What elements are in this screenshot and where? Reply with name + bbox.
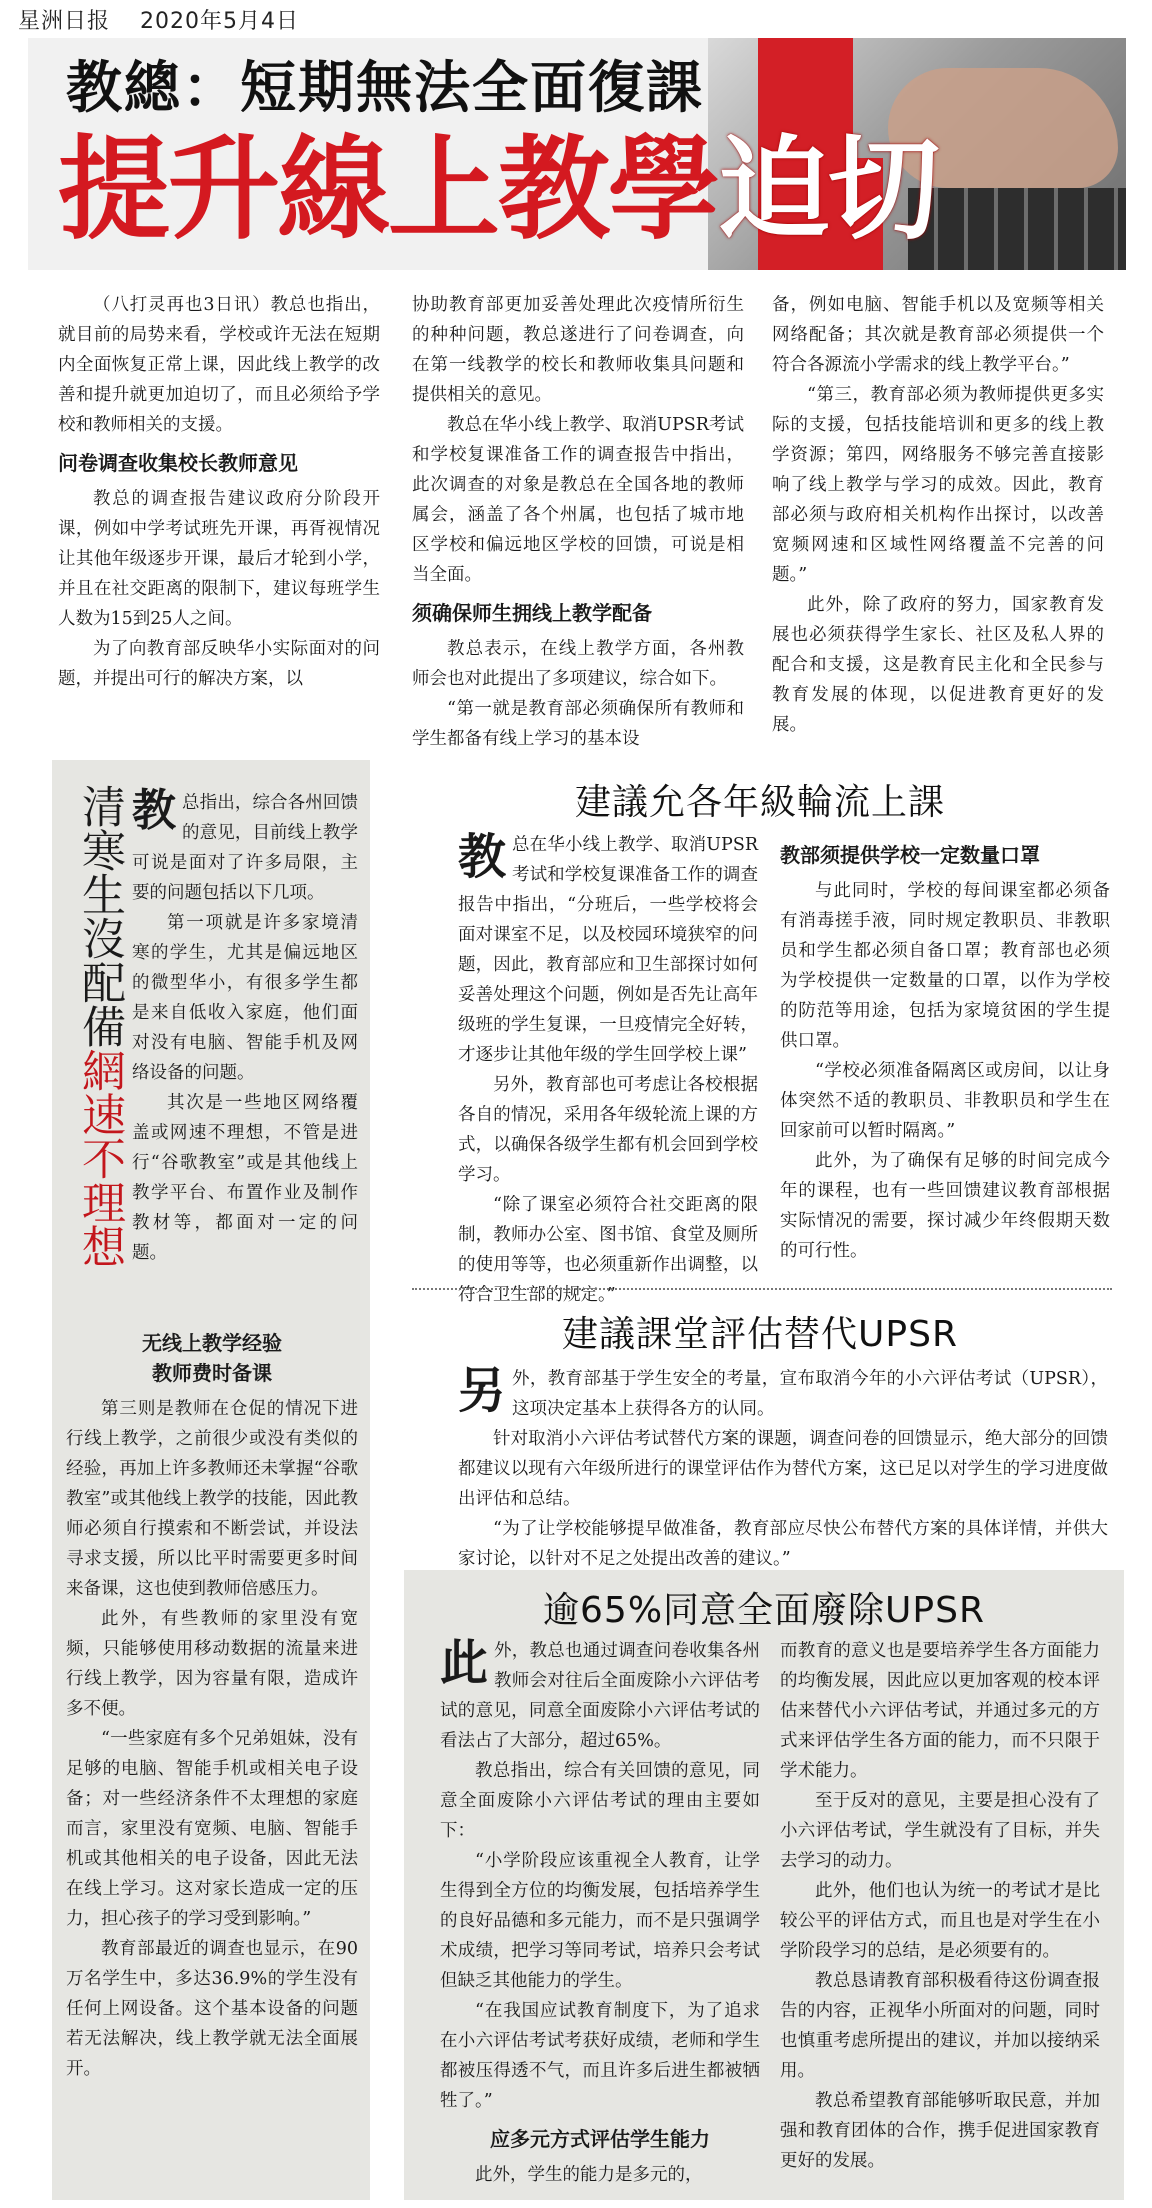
paragraph: 第三则是教师在仓促的情况下进行线上教学，之前很少或没有类似的经验，再加上许多教师还未掌握“谷歌教室”或其他线上教学的技能，因此教师必须自行摸索和不断尝试，并设法寻求支援，所以比平时需要更多时间来备课，这也使到教师倍感压力。 [66, 1399, 358, 1599]
paragraph: 其次是一些地区网络覆盖或网速不理想，不管是进行“谷歌教室”或是其他线上教学平台、布置作业及制作教材等，都面对一定的问题。 [132, 1093, 358, 1263]
paragraph: “为了让学校能够提早做准备，教育部应尽快公布替代方案的具体详情，并供大家讨论，以针对不足之处提出改善的建议。” [458, 1519, 1108, 1569]
paragraph: 备，例如电脑、智能手机以及宽频等相关网络配备；其次就是教育部必须提供一个符合各源流小学需求的线上教学平台。” [772, 295, 1104, 375]
paragraph-text: 外，教育部基于学生安全的考量，宣布取消今年的小六评估考试（UPSR），这项决定基本上获得各方的认同。 [512, 1369, 1108, 1419]
subheading-survey: 问卷调查收集校长教师意见 [58, 451, 298, 475]
paragraph: 第一项就是许多家境清寒的学生，尤其是偏远地区的微型华小，有很多学生都是来自低收入家庭，他们面对没有电脑、智能手机及网络设备的问题。 [132, 913, 358, 1083]
paragraph: 此外，他们也认为统一的考试才是比较公平的评估方式，而且也是对学生在小学阶段学习的总结，是必须要有的。 [780, 1881, 1100, 1961]
publication-date: 2020年5月4日 [140, 9, 299, 34]
section2-text [458, 1364, 1108, 1574]
paragraph: 而教育的意义也是要培养学生各方面能力的均衡发展，因此应以更加客观的校本评估来替代小六评估考试，并通过多元的方式来评估学生各方面的能力，而不只限于学术能力。 [780, 1641, 1100, 1781]
paper-name: 星洲日报 [18, 9, 111, 34]
section-title-upsr-abolish: 逾65%同意全面廢除UPSR [543, 1590, 985, 1631]
paragraph: “在我国应试教育制度下，为了追求在小六评估考试考获好成绩，老师和学生都被压得透不气，而且许多后进生都被牺牲了。” [440, 2001, 760, 2111]
paragraph: 教育部最近的调查也显示，在90万名学生中，多达36.9%的学生没有任何上网设备。这个基本设备的问题若无法解决，线上教学就无法全面展开。 [66, 1939, 358, 2079]
article-column-2 [412, 290, 744, 754]
paragraph [440, 1636, 760, 1756]
keyboard-keys-image [908, 188, 1126, 270]
main-headline [58, 120, 938, 260]
paragraph: 另外，教育部也可考虑让各校根据各自的情况，采用各年级轮流上课的方式，以确保各级学生都有机会回到学校学习。 [458, 1075, 758, 1185]
paragraph: 教总恳请教育部积极看待这份调查报告的内容，正视华小所面对的问题，同时也慎重考虑所提出的建议，并加以接纳采用。 [780, 1971, 1100, 2081]
kicker-headline: 教總：短期無法全面復課 [66, 56, 704, 121]
paragraph: “一些家庭有多个兄弟姐妹，没有足够的电脑、智能手机或相关电子设备；对一些经济条件不太理想的家庭而言，家里没有宽频、电脑、智能手机或其他相关的电子设备，因此无法在线上学习。这对家长造成一定的压力，担心孩子的学习受到影响。” [66, 1729, 358, 1929]
paragraph: “小学阶段应该重视全人教育，让学生得到全方位的均衡发展，包括培养学生的良好品德和多元能力，而不是只强调学术成绩，把学习等同考试，培养只会考试但缺乏其他能力的学生。 [440, 1851, 760, 1991]
dropcap: 另 [458, 1363, 507, 1419]
paragraph: 为了向教育部反映华小实际面对的问题，并提出可行的解决方案，以 [58, 639, 380, 689]
paragraph: “第一就是教育部必须确保所有教师和学生都备有线上学习的基本设 [412, 699, 744, 749]
paragraph-text: 总指出，综合各州回馈的意见，目前线上教学可说是面对了许多局限，主要的问题包括以下几项。 [132, 793, 358, 903]
section-divider [412, 1288, 1112, 1290]
paragraph: “除了课室必须符合社交距离的限制，教师办公室、图书馆、食堂及厕所的使用等等，也必须重新作出调整，以符合卫生部的规定。” [458, 1195, 758, 1305]
paragraph-text: 外，教总也通过调查问卷收集各州教师会对往后全面废除小六评估考试的意见，同意全面废除小六评估考试的看法占了大部分，超过65%。 [440, 1641, 760, 1751]
paragraph: 教总的调查报告建议政府分阶段开课，例如中学考试班先开课，再胥视情况让其他年级逐步开课，最后才轮到小学，并且在社交距离的限制下，建议每班学生人数为15到25人之间。 [58, 489, 380, 629]
paragraph: 至于反对的意见，主要是担心没有了小六评估考试，学生就没有了目标，并失去学习的动力。 [780, 1791, 1100, 1871]
paragraph: “第三，教育部必须为教师提供更多实际的支援，包括技能培训和更多的线上教学资源；第四，网络服务不够完善直接影响了线上教学与学习的成效。因此，教育部必须与政府相关机构作出探讨，以改善宽频网速和区域性网络覆盖不完善的问题。” [772, 385, 1104, 585]
section1-column-a [458, 830, 758, 1310]
paragraph [458, 830, 758, 1070]
paragraph: 此外，为了确保有足够的时间完成今年的课程，也有一些回馈建议教育部根据实际情况的需要，探讨减少年终假期天数的可行性。 [780, 1151, 1110, 1261]
paragraph: “学校必须准备隔离区或房间，以让身体突然不适的教职员、非教职员和学生在回家前可以暂时隔离。” [780, 1061, 1110, 1141]
paragraph [132, 785, 358, 908]
masthead [18, 4, 321, 35]
dropcap: 教 [458, 829, 507, 885]
paragraph: 教总表示，在线上教学方面，各州教师会也对此提出了多项建议，综合如下。 [412, 639, 744, 689]
sidebar-vertical-title [60, 784, 125, 1268]
paragraph: 针对取消小六评估考试替代方案的课题，调查问卷的回馈显示，绝大部分的回馈都建议以现有六年级所进行的课堂评估作为替代方案，这已足以对学生的学习进度做出评估和总结。 [458, 1429, 1108, 1509]
subheading-multiple-methods: 应多元方式评估学生能力 [490, 2127, 710, 2151]
lead-paragraph: （八打灵再也3日讯）教总也指出，就目前的局势来看，学校或许无法在短期内全面恢复正常上课，因此线上教学的改善和提升就更加迫切了，而且必须给予学校和教师相关的支援。 [58, 295, 380, 435]
section1-column-b [780, 840, 1110, 1266]
section3-column-b [780, 1636, 1100, 2176]
subheading-masks: 教部须提供学校一定数量口罩 [780, 843, 1040, 867]
article-column-1 [58, 290, 380, 694]
sidebar-text-bottom [66, 1320, 358, 2084]
sidebar-subheading: 无线上教学经验 教师费时备课 [142, 1331, 282, 1385]
sidebar-text-top [132, 785, 358, 1268]
vertical-title-black: 清寒生沒配備 [74, 784, 125, 1048]
paragraph: 此外，除了政府的努力，国家教育发展也必须获得学生家长、社区及私人界的配合和支援，这是教育民主化和全民参与教育发展的体现，以促进教育更好的发展。 [772, 595, 1104, 735]
paragraph: 协助教育部更加妥善处理此次疫情所衍生的种种问题，教总遂进行了问卷调查，向在第一线教学的校长和教师收集具问题和提供相关的意见。 [412, 295, 744, 405]
dropcap: 此 [440, 1635, 489, 1691]
paragraph: 教总希望教育部能够听取民意，并加强和教育团体的合作，携手促进国家教育更好的发展。 [780, 2091, 1100, 2171]
paragraph: 此外，学生的能力是多元的， [475, 2165, 703, 2185]
section3-column-a [440, 1636, 760, 2190]
paragraph: 与此同时，学校的每间课室都必须备有消毒搓手液，同时规定教职员、非教职员和学生都必须自备口罩；教育部也必须为学校提供一定数量的口罩，以作为学校的防范等用途，包括为家境贫困的学生提供口罩。 [780, 881, 1110, 1051]
main-headline-white: 迫切 [718, 125, 938, 255]
article-column-3 [772, 290, 1104, 740]
section-title-rotation: 建議允各年級輪流上課 [574, 782, 945, 823]
vertical-title-red: 網速不理想 [74, 1048, 125, 1268]
paragraph: 教总在华小线上教学、取消UPSR考试和学校复课准备工作的调查报告中指出，此次调查的对象是教总在全国各地的教师属会，涵盖了各个州属，也包括了城市地区学校和偏远地区学校的回馈，可说是相当全面。 [412, 415, 744, 585]
paragraph-text: 总在华小线上教学、取消UPSR考试和学校复课准备工作的调查报告中指出，“分班后，一些学校将会面对课室不足，以及校园环境狭窄的问题，因此，教育部应和卫生部探讨如何妥善处理这个问题，例如是否先让高年级班的学生复课，一旦疫情完全好转，才逐步让其他年级的学生回学校上课” [458, 835, 758, 1065]
main-headline-red: 提升線上教學 [58, 125, 718, 255]
paragraph: 此外，有些教师的家里没有宽频，只能够使用移动数据的流量来进行线上教学，因为容量有限，造成许多不便。 [66, 1609, 358, 1719]
dropcap: 教 [132, 785, 176, 836]
sidebar-box [52, 760, 370, 2200]
paragraph [458, 1364, 1108, 1424]
section-title-assessment: 建議課堂評估替代UPSR [562, 1314, 958, 1355]
subheading-equipment: 须确保师生拥线上教学配备 [412, 601, 652, 625]
paragraph: 教总指出，综合有关回馈的意见，同意全面废除小六评估考试的理由主要如下： [440, 1761, 760, 1841]
headline-banner [28, 38, 1126, 270]
